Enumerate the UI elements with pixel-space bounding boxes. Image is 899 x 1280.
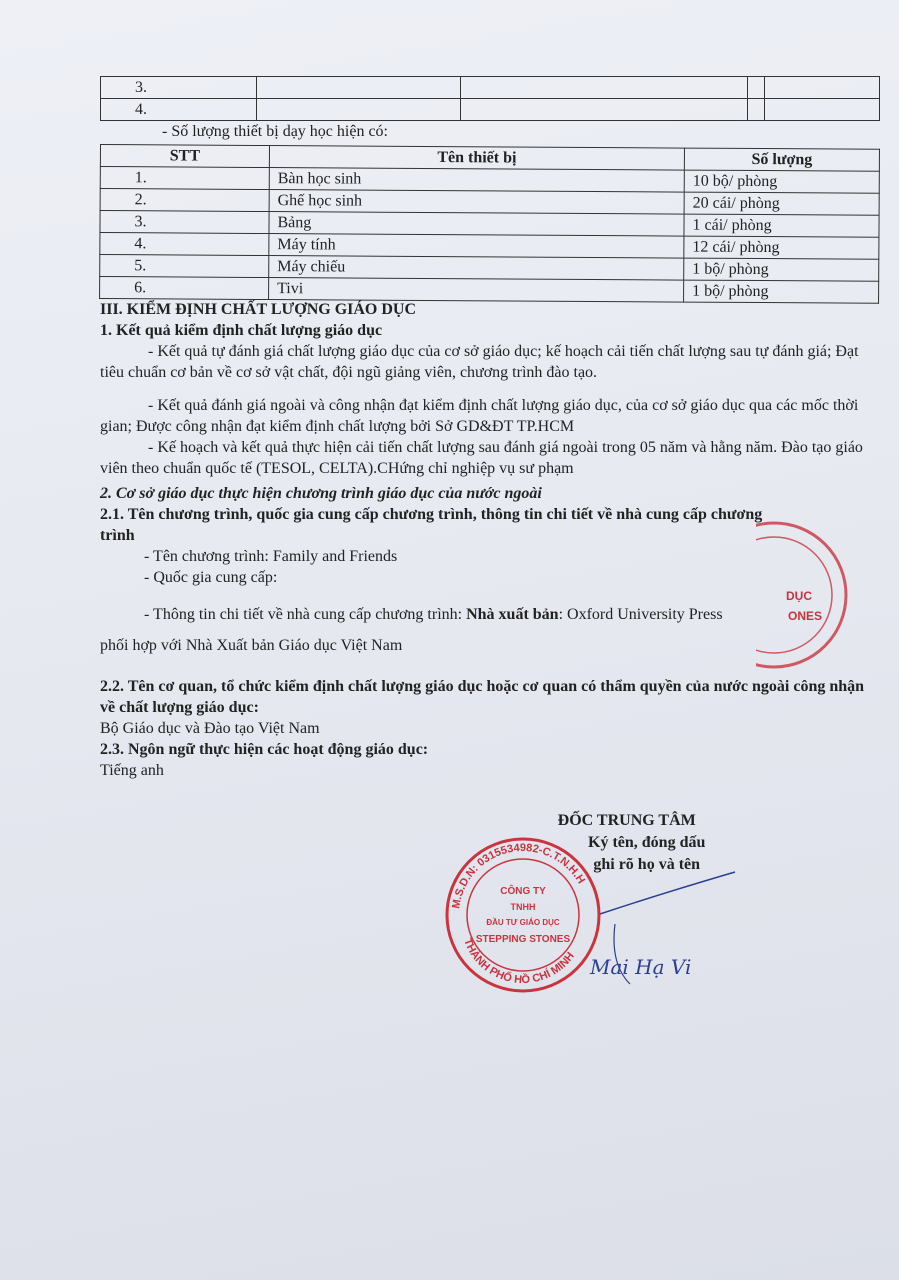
col-header-name: Tên thiết bị [269,146,684,171]
section-heading: III. KIỂM ĐỊNH CHẤT LƯỢNG GIÁO DỤC [100,301,417,318]
equipment-table [99,144,880,304]
top-table [100,76,880,121]
row-name: Máy chiếu [269,256,684,281]
table-cell [765,99,880,121]
stamp-line1: CÔNG TY [500,886,546,897]
provider-rest: : Oxford University Press [558,606,723,623]
row-qty: 12 cái/ phòng [684,236,879,259]
equipment-intro: - Số lượng thiết bị dạy học hiện có: [162,123,388,140]
row-qty: 1 cái/ phòng [684,214,879,237]
table-cell [460,99,748,121]
table-cell: 3. [101,77,257,99]
row-no: 2. [100,189,269,212]
table-row [101,99,880,121]
row-qty: 20 cái/ phòng [684,192,879,215]
row-no: 1. [100,167,269,190]
subsection-heading: 1. Kết quả kiểm định chất lượng giáo dục [100,322,383,339]
table-cell: 4. [101,99,257,121]
partial-stamp-text1: DỤC [786,589,812,603]
paragraph: - Kết quả đánh giá ngoài và công nhận đạt kiểm định chất lượng giáo dục, của cơ sở giáo dục qua các mốc thời gian; Được công nhận đạt kiểm định chất lượng bởi Sở GD&ĐT TP.HCM [100,397,859,435]
table-row [100,277,879,304]
language: Tiếng anh [100,762,164,779]
table-cell [748,77,765,99]
stamp-line2: TNHH [510,902,536,912]
subsection-heading: 2.2. Tên cơ quan, tổ chức kiểm định chất lượng giáo dục hoặc cơ quan có thẩm quyền của nước ngoài công nhận về chất lượng giáo dục: [100,678,865,716]
signature-line2: ghi rõ họ và tên [593,856,701,873]
stamp-bottom-text: THÀNH PHỐ HỒ CHÍ MINH [461,936,577,987]
partial-stamp [756,520,856,670]
table-cell [460,77,748,99]
document-content [100,76,880,781]
row-no: 3. [100,211,269,234]
country: - Quốc gia cung cấp: [144,569,278,586]
row-no: 5. [100,255,269,278]
provider-continued: phối hợp với Nhà Xuất bản Giáo dục Việt Nam [100,637,403,654]
subsection-heading: 2.3. Ngôn ngữ thực hiện các hoạt động giáo dục: [100,741,429,758]
signature-title: ĐỐC TRUNG TÂM [557,812,696,829]
row-qty: 10 bộ/ phòng [684,170,879,193]
table-cell [257,99,460,121]
provider-bold: Nhà xuất bản [466,606,559,623]
col-header-stt: STT [100,145,269,168]
stamp-line4: STEPPING STONES [475,934,571,945]
agency: Bộ Giáo dục và Đào tạo Việt Nam [100,720,320,737]
program-name: - Tên chương trình: Family and Friends [144,548,398,565]
row-no: 4. [100,233,269,256]
table-row [101,77,880,99]
table-cell [765,77,880,99]
col-header-qty: Số lượng [684,148,879,171]
row-name: Bàn học sinh [269,168,684,193]
table-cell [257,77,460,99]
subsection-heading: 2.1. Tên chương trình, quốc gia cung cấp chương trình, thông tin chi tiết về nhà cung cấp chương trình [100,506,763,544]
paragraph: - Kết quả tự đánh giá chất lượng giáo dục của cơ sở giáo dục; kế hoạch cải tiến chất lượng sau tự đánh giá; Đạt tiêu chuẩn cơ bản về cơ sở vật chất, đội ngũ giảng viên, chương trình đào tạo. [100,343,859,381]
signature-line1: Ký tên, đóng dấu [588,834,706,851]
row-name: Máy tính [269,234,684,259]
partial-stamp-text2: ONES [788,609,823,623]
row-no: 6. [100,277,269,300]
signature-name: Mai Hạ Vi [590,955,692,979]
paragraph: - Kế hoạch và kết quả thực hiện cải tiến chất lượng sau đánh giá ngoài trong 05 năm và hằng năm. Đào tạo giáo viên theo chuẩn quốc tế (TESOL, CELTA).CHứng chỉ nghiệp vụ sư phạm [100,439,863,477]
stamp-line3: ĐẦU TƯ GIÁO DỤC [486,918,560,927]
company-stamp [444,836,602,994]
stamp-ring-text: M.S.D.N: 0315534982-C.T.N.H.H [450,841,587,910]
row-qty: 1 bộ/ phòng [684,280,879,303]
row-name: Ghế học sinh [269,190,684,215]
provider-prefix: - Thông tin chi tiết về nhà cung cấp chương trình: [144,606,467,623]
row-name: Bảng [269,212,684,237]
subsection-heading: 2. Cơ sở giáo dục thực hiện chương trình giáo dục của nước ngoài [100,485,542,502]
row-qty: 1 bộ/ phòng [684,258,879,281]
table-cell [748,99,765,121]
row-name: Tivi [269,278,684,303]
